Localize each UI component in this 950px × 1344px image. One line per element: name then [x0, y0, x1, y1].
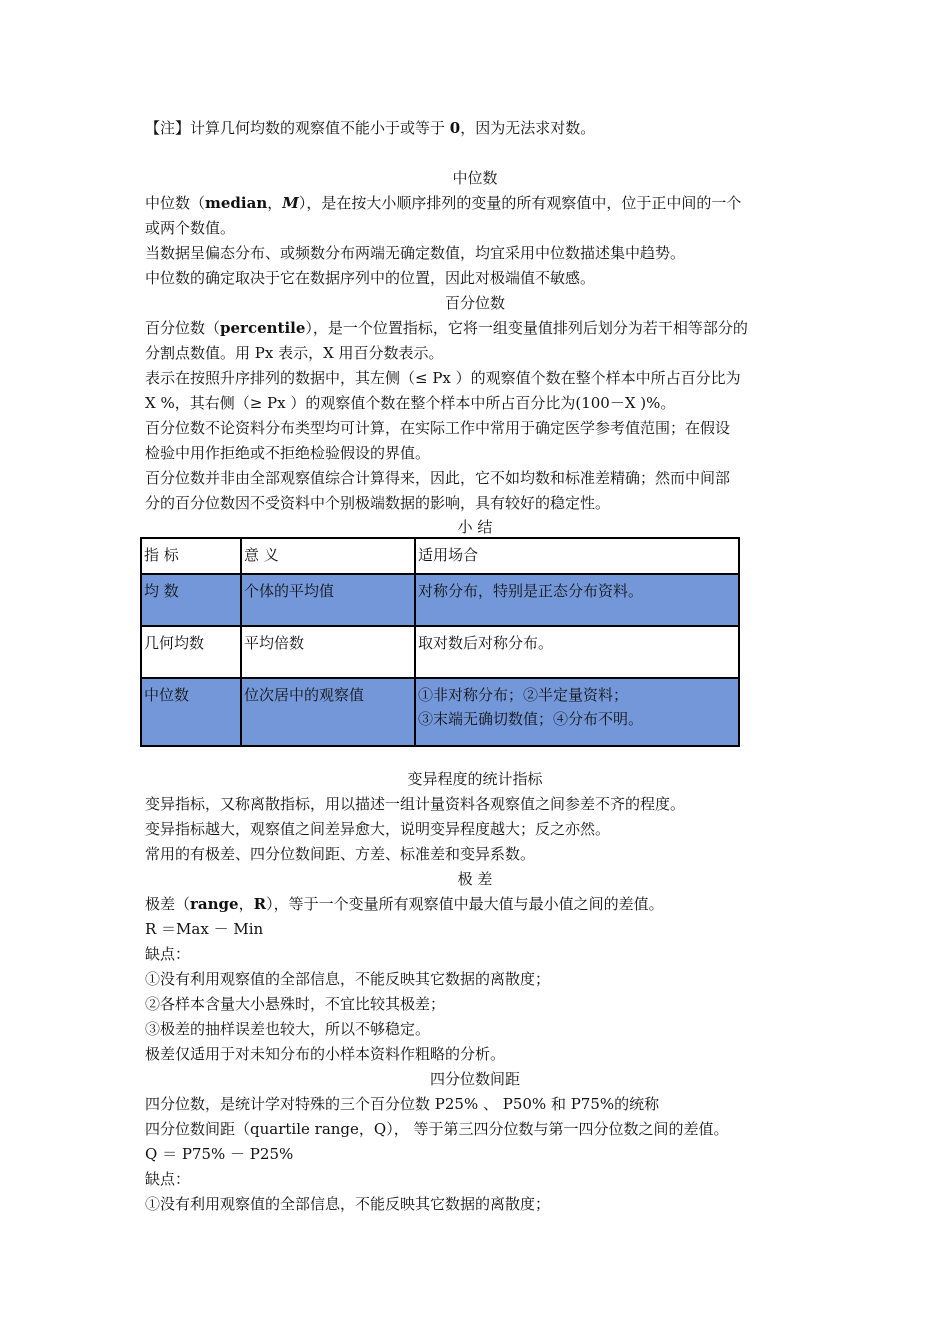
row-use: 取对数后对称分布。 [415, 626, 739, 678]
range-con-2: ②各样本含量大小悬殊时，不宜比较其极差； [145, 995, 446, 1013]
median-line-3: 中位数的确定取决于它在数据序列中的位置，因此对极端值不敏感。 [145, 269, 596, 287]
table-row [141, 626, 739, 678]
range-note: 极差仅适用于对未知分布的小样本资料作粗略的分析。 [145, 1045, 506, 1063]
row-meaning: 平均倍数 [241, 626, 415, 678]
percentile-para-2a: 表示在按照升序排列的数据中，其左侧（≤ Px ）的观察值个数在整个样本中所占百分比为 [145, 369, 741, 387]
median-heading: 中位数 [452, 169, 498, 187]
note-line [145, 118, 595, 138]
summary-heading: 小 结 [457, 518, 493, 536]
median-def-rest: ），是在按大小顺序排列的变量的所有观察值中，位于正中间的一个 [298, 194, 742, 212]
range-con-1: ①没有利用观察值的全部信息，不能反映其它数据的离散度； [145, 970, 551, 988]
note-zero: 0 [449, 119, 461, 137]
row-use-line-1: ①非对称分布；②半定量资料； [418, 686, 629, 704]
row-meaning: 个体的平均值 [241, 574, 415, 626]
row-metric: 中位数 [141, 678, 241, 746]
row-use: 对称分布，特别是正态分布资料。 [415, 574, 739, 626]
row-use-line-2: ③末端无确切数值；④分布不明。 [418, 710, 644, 728]
row-meaning: 位次居中的观察值 [241, 678, 415, 746]
percentile-para-3b: 检验中用作拒绝或不拒绝检验假设的界值。 [145, 444, 431, 462]
note-text: 【注】计算几何均数的观察值不能小于或等于 [145, 119, 450, 137]
variation-line-3: 常用的有极差、四分位数间距、方差、标准差和变异系数。 [145, 845, 536, 863]
percentile-heading: 百分位数 [444, 294, 505, 312]
range-def-text: 极差（ [145, 895, 191, 913]
percentile-para-2b: X %，其右侧（≥ Px ）的观察值个数在整个样本中所占百分比为(100－X )%。 [145, 394, 676, 412]
percentile-para-4b: 分的百分位数因不受资料中个别极端数据的影响，具有较好的稳定性。 [145, 494, 611, 512]
percentile-def-text: 百分位数（ [145, 319, 221, 337]
median-def-text: 中位数（ [145, 194, 206, 212]
iqr-cons-label: 缺点： [145, 1170, 191, 1188]
percentile-para-3a: 百分位数不论资料分布类型均可计算，在实际工作中常用于确定医学参考值范围；在假设 [145, 419, 731, 437]
percentile-definition-cont: 分割点数值。用 Px 表示，X 用百分数表示。 [145, 344, 444, 362]
range-definition [145, 894, 664, 914]
median-term: median [205, 194, 268, 212]
summary-table [140, 537, 740, 747]
variation-heading: 变异程度的统计指标 [407, 770, 543, 788]
header-meaning: 意 义 [241, 538, 415, 574]
range-formula: R ＝Max － Min [145, 920, 264, 938]
median-symbol: M [282, 194, 299, 212]
range-heading: 极 差 [457, 870, 493, 888]
row-metric: 均 数 [141, 574, 241, 626]
range-def-sep: ， [238, 895, 254, 913]
percentile-def-rest: ），是一个位置指标，它将一组变量值排列后划分为若干相等部分的 [305, 319, 748, 337]
median-definition-cont: 或两个数值。 [145, 219, 236, 237]
percentile-definition [145, 318, 748, 338]
summary-header-row [141, 538, 739, 574]
range-term: range [190, 895, 239, 913]
range-def-rest: ），等于一个变量所有观察值中最大值与最小值之间的差值。 [266, 895, 664, 913]
iqr-formula: Q ＝ P75% － P25% [145, 1145, 294, 1163]
iqr-con-1: ①没有利用观察值的全部信息，不能反映其它数据的离散度； [145, 1195, 551, 1213]
median-def-sep: ， [267, 194, 283, 212]
note-suffix: ，因为无法求对数。 [460, 119, 596, 137]
median-line-2: 当数据呈偏态分布、或频数分布两端无确定数值，均宜采用中位数描述集中趋势。 [145, 244, 686, 262]
median-definition [145, 193, 741, 213]
table-row [141, 678, 739, 746]
variation-line-1: 变异指标，又称离散指标，用以描述一组计量资料各观察值之间参差不齐的程度。 [145, 795, 686, 813]
range-symbol: R [253, 895, 267, 913]
range-cons-label: 缺点： [145, 945, 191, 963]
percentile-para-4a: 百分位数并非由全部观察值综合计算得来，因此，它不如均数和标准差精确；然而中间部 [145, 469, 731, 487]
iqr-line-1: 四分位数，是统计学对特殊的三个百分位数 P25% 、 P50% 和 P75%的统称 [145, 1095, 660, 1113]
row-metric: 几何均数 [141, 626, 241, 678]
range-con-3: ③极差的抽样误差也较大，所以不够稳定。 [145, 1020, 431, 1038]
iqr-line-2: 四分位数间距（quartile range，Q）， 等于第三四分位数与第一四分位数之间的差值。 [145, 1120, 729, 1138]
header-use: 适用场合 [415, 538, 739, 574]
table-row [141, 574, 739, 626]
row-use [415, 678, 739, 746]
variation-line-2: 变异指标越大，观察值之间差异愈大，说明变异程度越大；反之亦然。 [145, 820, 611, 838]
header-metric: 指 标 [141, 538, 241, 574]
percentile-term: percentile [220, 319, 306, 337]
iqr-heading: 四分位数间距 [429, 1070, 520, 1088]
